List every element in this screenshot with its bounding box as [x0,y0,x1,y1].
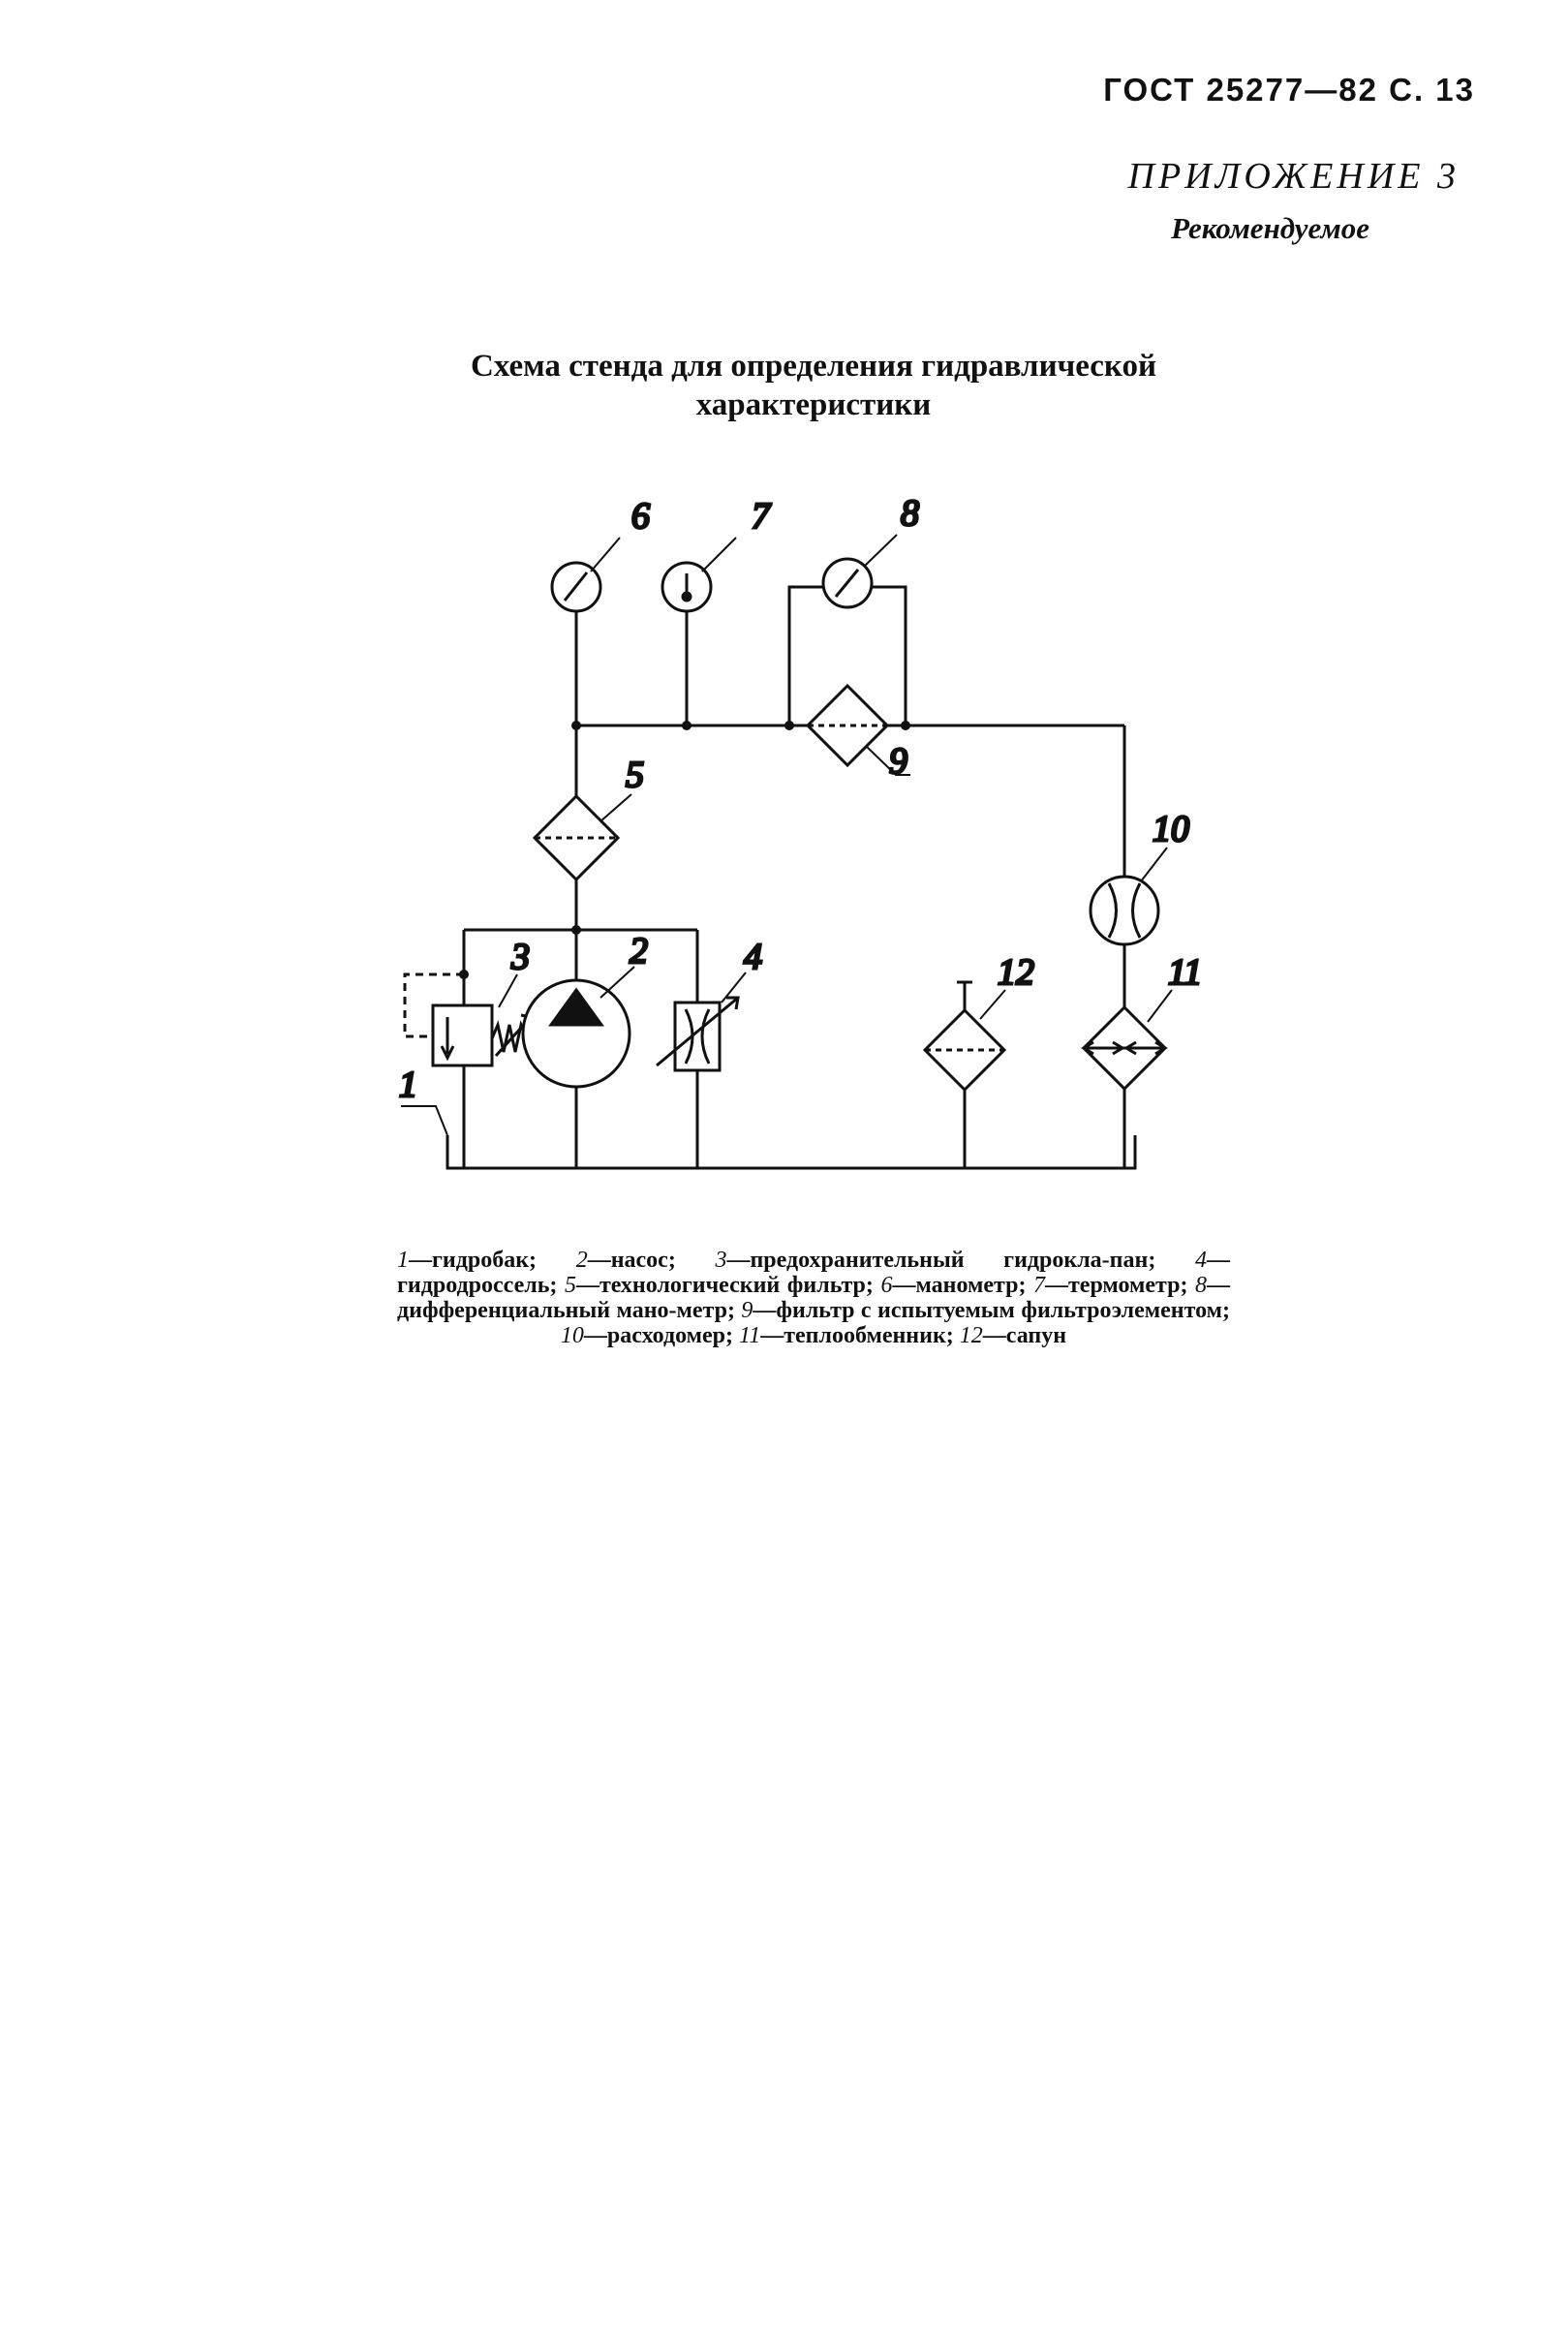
figure-title-line-1: Схема стенда для определения гидравлической [470,349,1156,384]
callout-2: 2 [630,931,648,972]
throttle-valve-4 [657,998,738,1070]
legend-text-8: дифференциальный мано-метр [397,1298,727,1323]
figure-legend: 1—гидробак; 2—насос; 3—предохранительный гидрокла-пан; 4—гидродроссель; 5—технологический фильтр; 6—манометр; 7—термометр; 8—дифференциальный мано-метр; 9—фильтр с испытуемым фильтроэлементом; 10—расходомер; 11—теплообменник; 12—сапун [397,1248,1230,1348]
callout-4: 4 [744,937,762,977]
legend-num-11: 11 [739,1323,761,1348]
callout-5: 5 [626,755,644,795]
legend-text-11: теплообменник [784,1323,946,1348]
test-filter-9 [808,686,887,765]
legend-text-3: предохранительный гидрокла-пан [750,1248,1149,1273]
pump-2 [523,980,630,1087]
page-header-ref: ГОСТ 25277—82 С. 13 [1103,72,1475,108]
legend-num-2: 2 [575,1248,588,1273]
legend-text-10: расходомер [606,1323,725,1348]
legend-num-3: 3 [715,1248,727,1273]
legend-num-5: 5 [564,1273,576,1298]
heat-exchanger-11 [1084,1007,1165,1089]
callout-1: 1 [399,1065,417,1105]
legend-num-8: 8 [1194,1273,1207,1298]
callout-9: 9 [889,741,907,782]
legend-text-5: технологический фильтр [599,1273,866,1298]
legend-num-7: 7 [1033,1273,1045,1298]
legend-num-9: 9 [741,1298,753,1323]
legend-text-6: манометр [915,1273,1019,1298]
appendix-label: ПРИЛОЖЕНИЕ 3 [1127,156,1460,197]
pressure-gauge-6 [552,563,600,725]
legend-num-6: 6 [880,1273,893,1298]
callout-3: 3 [511,937,530,977]
thermometer-7 [662,563,711,725]
tank-symbol [447,1135,1135,1168]
appendix-status: Рекомендуемое [1171,211,1369,245]
callout-6: 6 [631,496,650,537]
figure-title-line-2: характеристики [695,387,932,422]
relief-valve-3 [405,974,531,1065]
legend-num-1: 1 [397,1248,409,1273]
legend-num-10: 10 [560,1323,584,1348]
legend-text-7: термометр [1068,1273,1181,1298]
legend-text-1: гидробак [432,1248,530,1273]
process-filter-5 [535,725,618,1168]
callout-10: 10 [1153,809,1189,849]
legend-text-12: сапун [1005,1323,1067,1348]
callout-12: 12 [998,952,1034,993]
callout-11: 11 [1168,952,1203,993]
legend-num-4: 4 [1194,1248,1207,1273]
legend-num-12: 12 [959,1323,983,1348]
breather-12 [925,982,1004,1168]
legend-text-2: насос [610,1248,668,1273]
legend-text-9: фильтр с испытуемым фильтроэлементом [776,1298,1222,1323]
legend-text-4: гидродроссель [397,1273,550,1298]
callout-7: 7 [752,496,770,537]
callout-8: 8 [901,493,919,534]
flowmeter-10 [1091,877,1158,944]
